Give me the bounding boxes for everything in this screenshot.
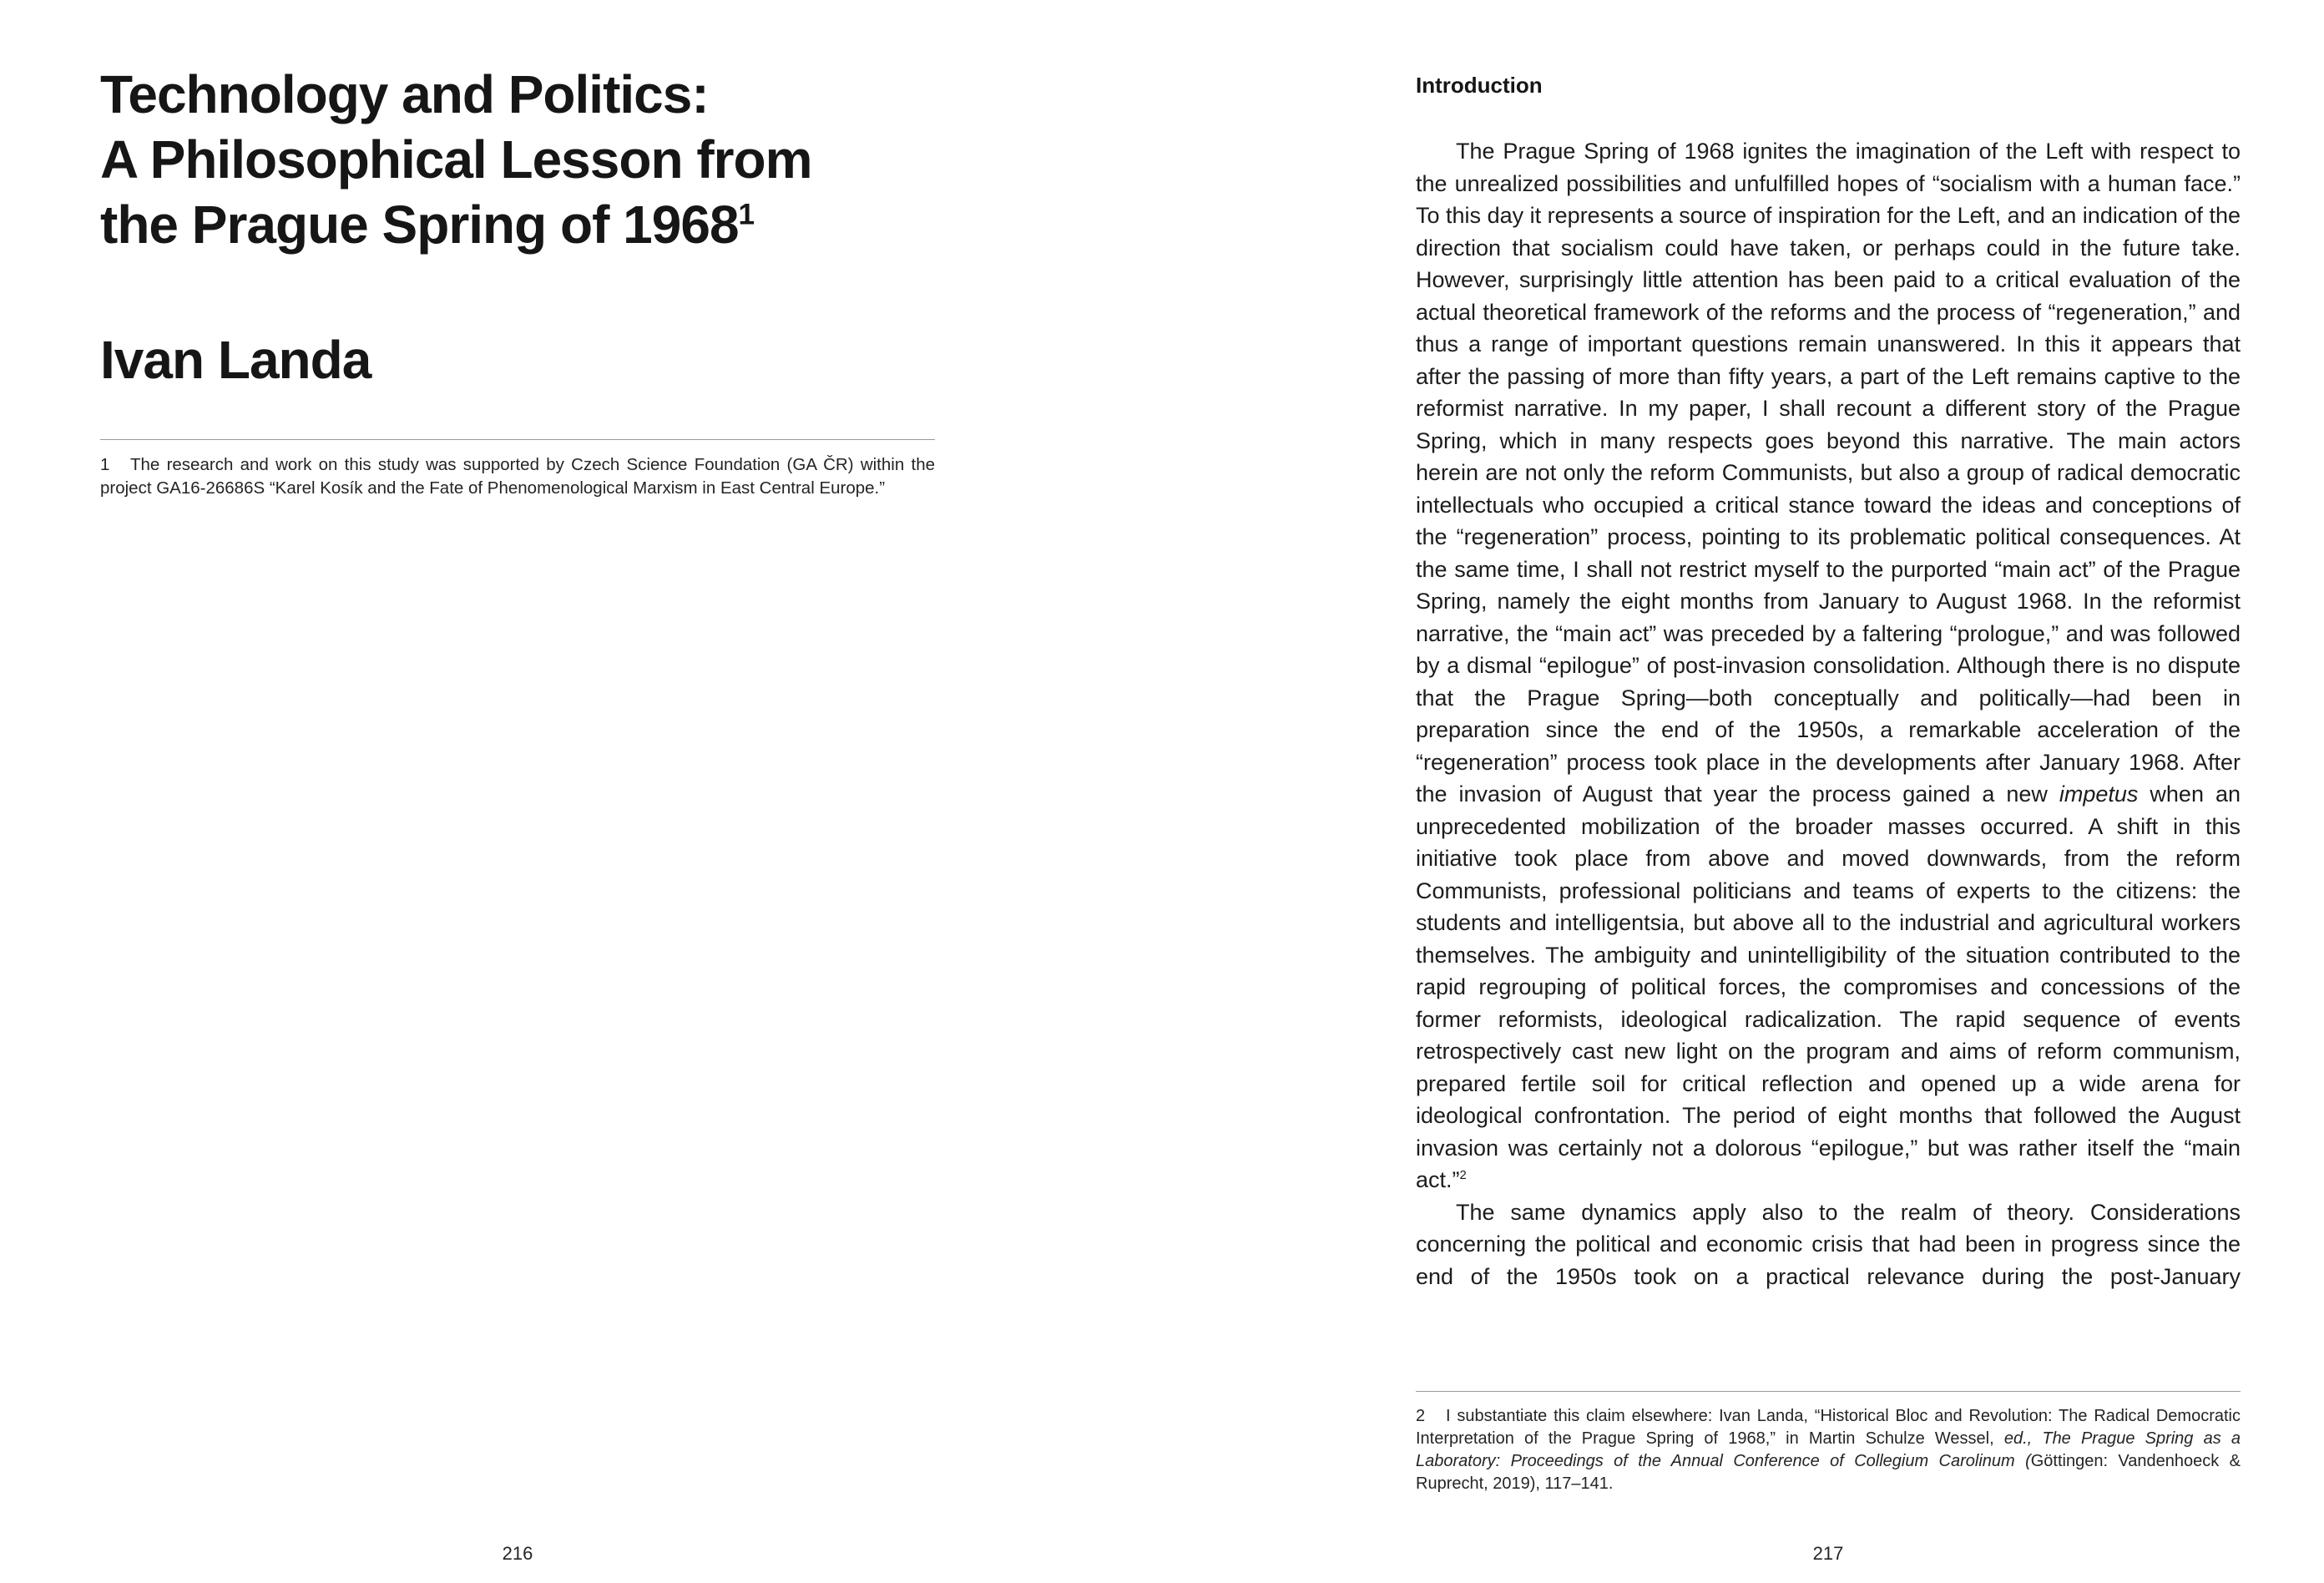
footnote-divider-right [1416,1391,2241,1392]
footnote-1-marker: 1 [100,455,110,474]
footnote-divider-left [100,439,935,440]
footnote-2-text: I substantiate this claim elsewhere: Ivan Landa, “Historical Bloc and Revolution: The Radical Democratic Interpretation of the Prague Spring of 1968,” in Martin Schulze Wessel, ed., The Prague Spring as a Laboratory: Proceedings of the Annual Conference of Collegium Carolinum (Göttingen: Vandenhoeck & Ruprecht, 2019), 117–141. [1416,1407,2241,1493]
page-number-left: 216 [502,1543,533,1564]
left-page [100,0,935,1583]
article-title-line-1: Technology and Politics: [100,64,709,124]
article-title-line-3: the Prague Spring of 1968$^1$ [100,195,755,255]
body-paragraph-1: The Prague Spring of 1968 ignites the imagination of the Left with respect to the unrealized possibilities and unfulfilled hopes of “socialism with a human face.” To this day it represents a source of inspiration for the Left, and an indication of the direction that socialism could have taken, or perhaps could in the future take. However, surprisingly little attention has been paid to a critical evaluation of the actual theoretical framework of the reforms and the process of “regeneration,” and thus a range of important questions remain unanswered. In this it appears that after the passing of more than fifty years, a part of the Left remains captive to the reformist narrative. In my paper, I shall recount a different story of the Prague Spring, which in many respects goes beyond this narrative. The main actors herein are not only the reform Communists, but also a group of radical democratic intellectuals who occupied a critical stance toward the ideas and conceptions of the “regeneration” process, pointing to its problematic political consequences. At the same time, I shall not restrict myself to the purported “main act” of the Prague Spring, namely the eight months from January to August 1968. In the reformist narrative, the “main act” was preceded by a faltering “prologue,” and was followed by a dismal “epilogue” of post-invasion consolidation. Although there is no dispute that the Prague Spring—both conceptually and politically—had been in preparation since the end of the 1950s, a remarkable acceleration of the “regeneration” process took place in the developments after January 1968. After the invasion of August that year the process gained a new impetus when an unprecedented mobilization of the broader masses occurred. A shift in this initiative took place from above and moved downwards, from the reform Communists, professional politicians and teams of experts to the citizens: the students and intelligentsia, but above all to the industrial and agricultural workers themselves. The ambiguity and unintelligibility of the situation contributed to the rapid regrouping of political forces, the compromises and concessions of the former reformists, ideological radicalization. The rapid sequence of events retrospectively cast new light on the program and aims of reform communism, prepared fertile soil for critical reflection and opened up a wide arena for ideological confrontation. The period of eight months that followed the August invasion was certainly not a dolorous “epilogue,” but was rather itself the “main act.”$^2$ [1416,139,2241,1192]
right-footnote-block [1416,1391,2241,1495]
article-title-line-2: A Philosophical Lesson from [100,129,812,190]
footnote-2 [1416,1405,2241,1495]
right-page [1416,0,2241,1583]
page-number-right: 217 [1812,1543,1844,1564]
left-footnote-block [100,439,935,500]
footnote-1 [100,453,935,500]
footnote-2-marker: 2 [1416,1407,1426,1425]
section-heading: Introduction [1416,73,1543,98]
article-title [100,62,935,257]
body-paragraph-2: The same dynamics apply also to the realm of theory. Considerations concerning the political and economic crisis that had been in progress since the end of the 1950s took on a practical relevance during the post-January [1416,1199,2241,1289]
author-name: Ivan Landa [100,330,371,390]
footnote-1-text: The research and work on this study was supported by Czech Science Foundation (GA ČR) within the project GA16-26686S “Karel Kosík and the Fate of Phenomenological Marxism in East Central Europe.” [100,455,935,498]
